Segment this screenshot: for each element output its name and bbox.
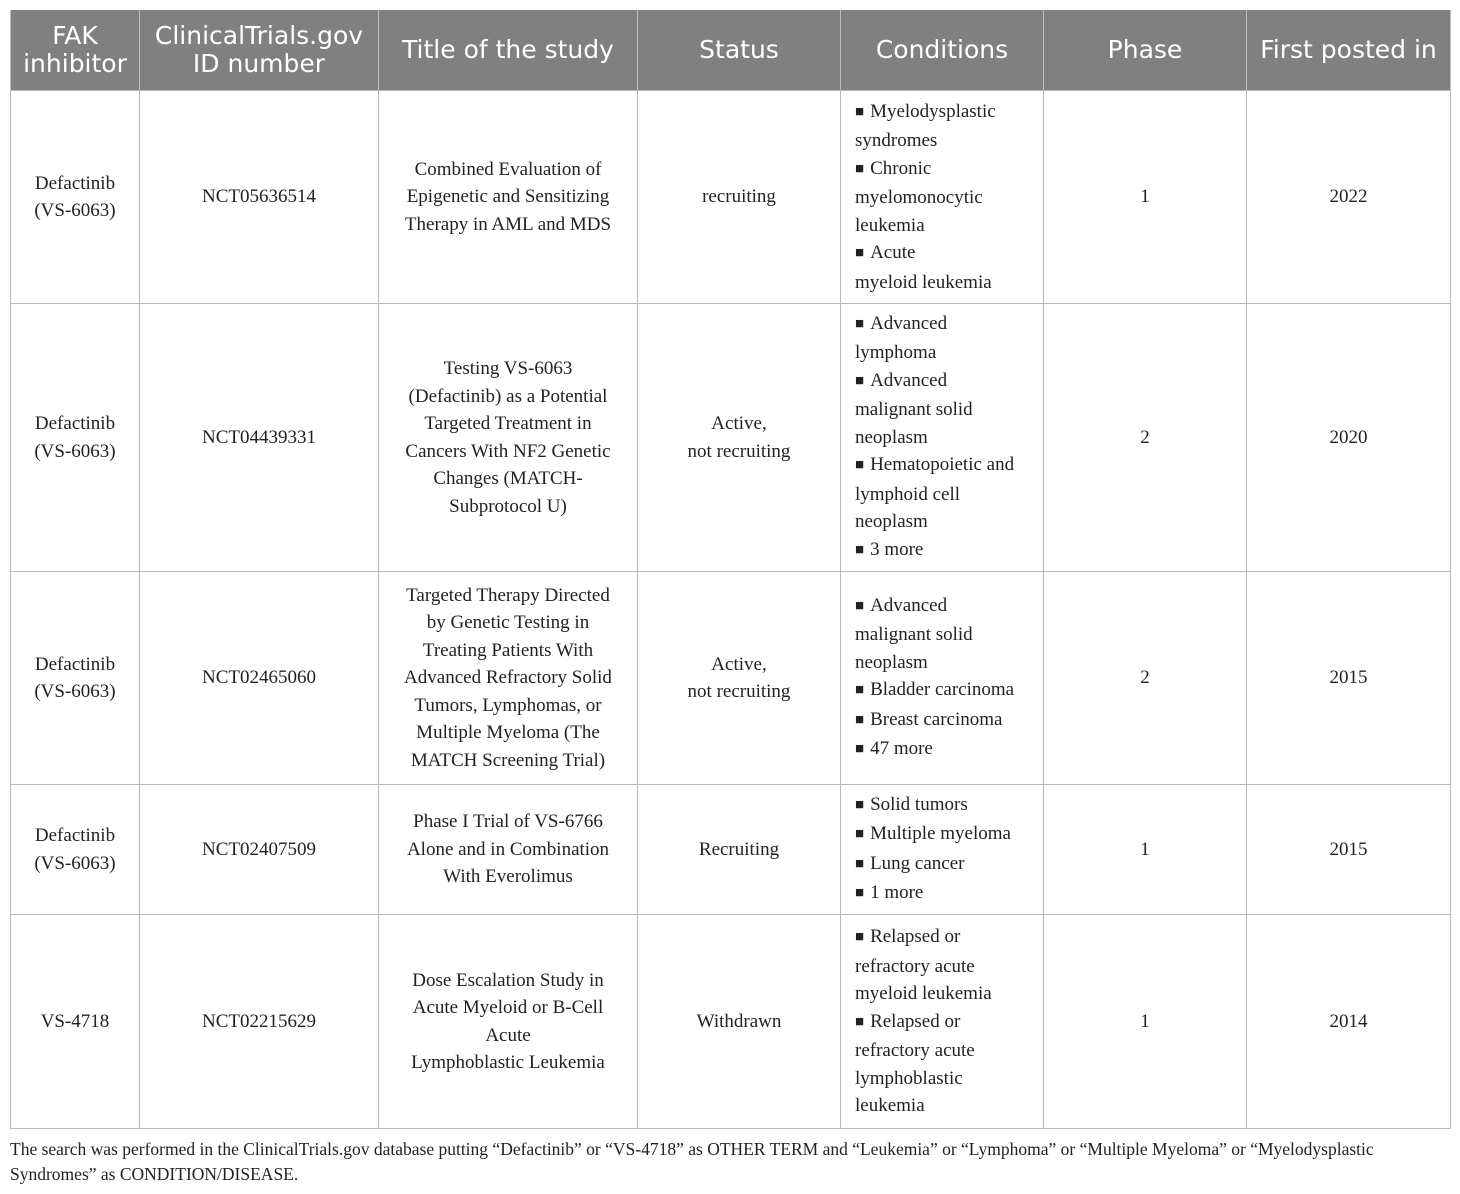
table-body xyxy=(11,91,1451,1129)
condition-text: 3 more xyxy=(870,538,924,560)
square-bullet-icon: ■ xyxy=(855,1013,865,1030)
square-bullet-icon: ■ xyxy=(855,597,865,614)
square-bullet-icon: ■ xyxy=(855,372,865,389)
square-bullet-icon: ■ xyxy=(855,160,865,177)
cell-trial-id: NCT02465060 xyxy=(140,572,379,785)
table-header xyxy=(11,10,1451,91)
cell-study-title-line: Acute Myeloid or B-Cell xyxy=(412,997,604,1018)
cell-first-posted: 2020 xyxy=(1247,304,1451,572)
header-conditions: Conditions xyxy=(841,10,1044,91)
cell-study-title-line: Treating Patients With xyxy=(422,639,594,661)
condition-text: Myelodysplastic xyxy=(870,100,996,122)
square-bullet-icon: ■ xyxy=(855,315,865,332)
header-row xyxy=(11,10,1451,91)
cell-conditions xyxy=(841,304,1044,572)
header-trial-id-line1: ClinicalTrials.gov xyxy=(154,21,364,50)
header-phase: Phase xyxy=(1044,10,1247,91)
cell-study-title-line: Acute xyxy=(485,1024,531,1046)
condition-text: refractory acute xyxy=(855,1040,975,1062)
condition-item xyxy=(855,310,1031,367)
cell-trial-id: NCT02407509 xyxy=(140,785,379,915)
table-row xyxy=(11,572,1451,785)
cell-status-line: Active, xyxy=(711,653,767,675)
header-fak-inhibitor-line1: FAK xyxy=(52,21,98,50)
cell-study-title-line: Targeted Therapy Directed xyxy=(406,584,610,606)
condition-text: Bladder carcinoma xyxy=(870,679,1015,700)
cell-phase: 2 xyxy=(1044,304,1247,572)
condition-text: Advanced xyxy=(870,312,948,334)
condition-text: Breast carcinoma xyxy=(870,708,1003,730)
cell-fak-inhibitor xyxy=(11,785,140,915)
condition-item xyxy=(855,706,1031,736)
cell-conditions xyxy=(841,572,1044,785)
condition-item xyxy=(855,879,1031,909)
cell-fak-inhibitor-line: Defactinib xyxy=(34,653,116,675)
condition-item xyxy=(855,155,1031,240)
cell-fak-inhibitor-line: Defactinib xyxy=(34,172,116,194)
header-status: Status xyxy=(638,10,841,91)
table-footnote: The search was performed in the ClinicalTrials.gov database putting “Defactinib” or “VS-4718” as OTHER TERM and “Leukemia” or “Lymphoma” or “Multiple Myeloma” or “Myelodysplastic Syndromes” as CONDITION/DISEASE. xyxy=(10,1139,1374,1184)
cell-study-title-line: Subprotocol U) xyxy=(449,495,567,517)
cell-status xyxy=(638,785,841,915)
header-trial-id xyxy=(140,10,379,91)
condition-text: neoplasm xyxy=(855,426,928,448)
cell-fak-inhibitor-line: VS-4718 xyxy=(40,1010,110,1032)
cell-study-title-line: Cancers With NF2 Genetic xyxy=(405,440,611,462)
cell-first-posted: 2015 xyxy=(1247,785,1451,915)
cell-study-title xyxy=(379,785,638,915)
condition-item xyxy=(855,239,1031,296)
condition-text: malignant solid xyxy=(855,624,973,645)
cell-first-posted: 2014 xyxy=(1247,915,1451,1129)
cell-status-line: Recruiting xyxy=(698,838,780,860)
cell-status xyxy=(638,91,841,304)
cell-status-line: Active, xyxy=(711,413,767,434)
trials-table xyxy=(10,10,1451,1129)
condition-text: refractory acute xyxy=(855,955,975,977)
cell-study-title-line: MATCH Screening Trial) xyxy=(410,749,606,771)
cell-study-title-line: Advanced Refractory Solid xyxy=(404,667,612,689)
cell-fak-inhibitor-line: (VS-6063) xyxy=(34,440,116,462)
cell-study-title-line: Testing VS-6063 xyxy=(443,358,573,379)
condition-item xyxy=(855,735,1031,765)
cell-conditions xyxy=(841,915,1044,1129)
table-row xyxy=(11,91,1451,304)
cell-study-title xyxy=(379,572,638,785)
condition-text: leukemia xyxy=(855,1095,925,1117)
cell-study-title xyxy=(379,304,638,572)
square-bullet-icon: ■ xyxy=(855,826,865,842)
square-bullet-icon: ■ xyxy=(855,741,865,757)
condition-item xyxy=(855,1008,1031,1120)
square-bullet-icon: ■ xyxy=(855,855,865,872)
condition-text: lymphoid cell xyxy=(855,483,961,505)
cell-status-line: not recruiting xyxy=(687,681,791,702)
cell-fak-inhibitor-line: Defactinib xyxy=(34,413,116,434)
cell-trial-id: NCT02215629 xyxy=(140,915,379,1129)
square-bullet-icon: ■ xyxy=(855,885,865,901)
cell-study-title-line: (Defactinib) as a Potential xyxy=(408,385,608,407)
condition-text: lymphoma xyxy=(855,342,937,364)
condition-text: neoplasm xyxy=(855,511,928,533)
cell-study-title-line: Dose Escalation Study in xyxy=(412,969,604,991)
condition-text: Solid tumors xyxy=(870,793,968,815)
cell-status-line: recruiting xyxy=(702,186,776,208)
cell-study-title-line: Changes (MATCH- xyxy=(433,468,583,489)
condition-item xyxy=(855,923,1031,1008)
condition-text: lymphoblastic xyxy=(855,1067,963,1089)
condition-text: Advanced xyxy=(870,594,948,616)
cell-fak-inhibitor xyxy=(11,915,140,1129)
cell-fak-inhibitor-line: (VS-6063) xyxy=(34,200,116,221)
condition-text: malignant solid xyxy=(855,399,973,421)
cell-fak-inhibitor xyxy=(11,572,140,785)
square-bullet-icon: ■ xyxy=(855,711,865,728)
cell-fak-inhibitor xyxy=(11,91,140,304)
cell-status xyxy=(638,915,841,1129)
condition-text: Relapsed or xyxy=(870,926,961,948)
header-first-posted: First posted in xyxy=(1247,10,1451,91)
trials-table-container xyxy=(10,10,1450,1129)
cell-trial-id: NCT05636514 xyxy=(140,91,379,304)
cell-study-title-line: Alone and in Combination xyxy=(406,838,610,860)
condition-text: 47 more xyxy=(870,738,933,759)
header-fak-inhibitor-line2: inhibitor xyxy=(23,49,127,78)
cell-study-title-line: by Genetic Testing in xyxy=(426,612,590,634)
cell-first-posted: 2015 xyxy=(1247,572,1451,785)
cell-study-title xyxy=(379,91,638,304)
condition-item xyxy=(855,676,1031,706)
cell-fak-inhibitor xyxy=(11,304,140,572)
cell-fak-inhibitor-line: (VS-6063) xyxy=(34,852,116,874)
condition-item xyxy=(855,451,1031,536)
cell-study-title-line: Combined Evaluation of xyxy=(414,158,602,180)
condition-item xyxy=(855,820,1031,850)
cell-trial-id: NCT04439331 xyxy=(140,304,379,572)
condition-text: syndromes xyxy=(855,130,938,152)
cell-study-title-line: Multiple Myeloma (The xyxy=(416,722,600,744)
table-row xyxy=(11,915,1451,1129)
condition-text: Chronic xyxy=(870,157,932,179)
square-bullet-icon: ■ xyxy=(855,103,865,120)
cell-study-title-line: Lymphoblastic Leukemia xyxy=(411,1052,605,1073)
condition-item xyxy=(855,536,1031,566)
cell-status xyxy=(638,304,841,572)
condition-text: myeloid leukemia xyxy=(855,271,992,293)
cell-study-title-line: Targeted Treatment in xyxy=(424,413,592,434)
square-bullet-icon: ■ xyxy=(855,796,865,813)
condition-text: Multiple myeloma xyxy=(870,823,1011,844)
cell-study-title-line: Epigenetic and Sensitizing xyxy=(406,186,610,208)
condition-text: myelomonocytic xyxy=(855,187,983,209)
condition-text: 1 more xyxy=(870,882,924,903)
condition-item xyxy=(855,592,1031,677)
condition-text: Acute xyxy=(870,242,916,264)
square-bullet-icon: ■ xyxy=(855,457,865,474)
cell-phase: 1 xyxy=(1044,91,1247,304)
cell-status xyxy=(638,572,841,785)
condition-text: myeloid leukemia xyxy=(855,983,992,1005)
condition-item xyxy=(855,98,1031,155)
cell-study-title-line: Tumors, Lymphomas, or xyxy=(414,694,602,716)
cell-fak-inhibitor-line: (VS-6063) xyxy=(34,681,116,702)
square-bullet-icon: ■ xyxy=(855,929,865,946)
table-row xyxy=(11,304,1451,572)
table-row xyxy=(11,785,1451,915)
condition-text: Hematopoietic and xyxy=(870,454,1015,476)
condition-item xyxy=(855,367,1031,452)
condition-text: Relapsed or xyxy=(870,1010,961,1032)
square-bullet-icon: ■ xyxy=(855,541,865,558)
condition-text: leukemia xyxy=(855,214,925,236)
cell-fak-inhibitor-line: Defactinib xyxy=(34,825,116,846)
cell-study-title-line: Therapy in AML and MDS xyxy=(404,213,612,235)
square-bullet-icon: ■ xyxy=(855,245,865,262)
cell-study-title-line: With Everolimus xyxy=(443,866,573,888)
header-title: Title of the study xyxy=(379,10,638,91)
header-fak-inhibitor xyxy=(11,10,140,91)
condition-item xyxy=(855,791,1031,821)
cell-conditions xyxy=(841,785,1044,915)
cell-phase: 1 xyxy=(1044,915,1247,1129)
condition-text: Lung cancer xyxy=(870,852,965,874)
cell-study-title-line: Phase I Trial of VS-6766 xyxy=(413,811,603,833)
cell-status-line: Withdrawn xyxy=(696,1010,782,1032)
cell-study-title xyxy=(379,915,638,1129)
square-bullet-icon: ■ xyxy=(855,682,865,698)
condition-item xyxy=(855,850,1031,880)
cell-status-line: not recruiting xyxy=(687,440,791,462)
header-trial-id-line2: ID number xyxy=(192,49,326,78)
cell-phase: 1 xyxy=(1044,785,1247,915)
cell-phase: 2 xyxy=(1044,572,1247,785)
condition-text: Advanced xyxy=(870,369,948,391)
cell-conditions xyxy=(841,91,1044,304)
cell-first-posted: 2022 xyxy=(1247,91,1451,304)
condition-text: neoplasm xyxy=(855,651,928,673)
